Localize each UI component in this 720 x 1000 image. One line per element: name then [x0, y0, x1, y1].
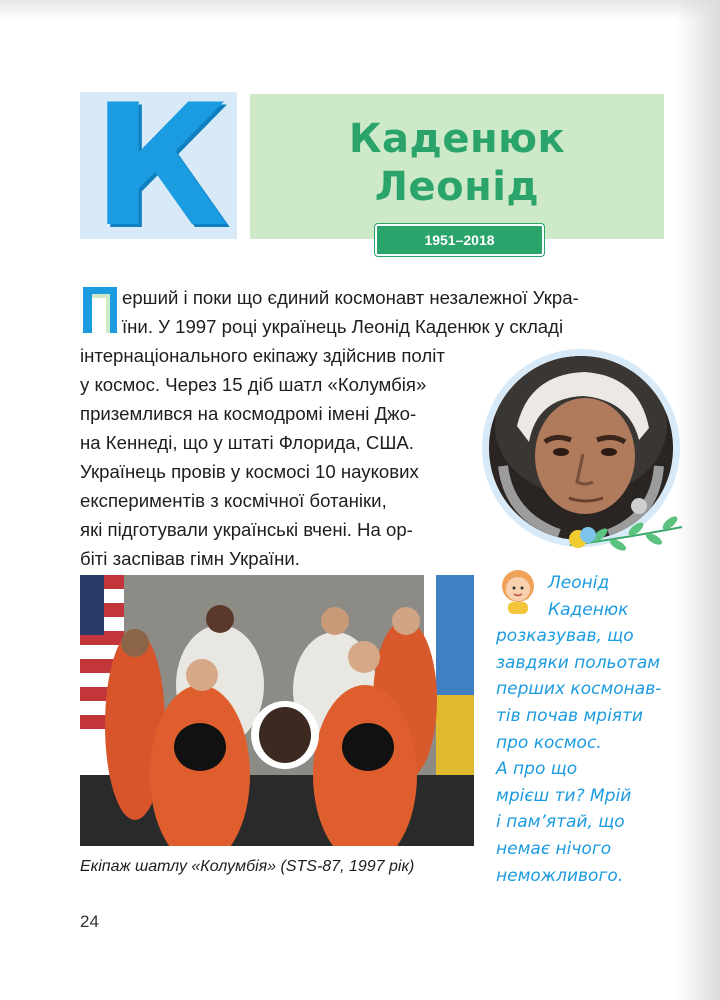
side-note-line: завдяки польотам: [496, 652, 661, 673]
flower-decoration-icon: [560, 505, 690, 555]
dropcap-letter: [80, 285, 120, 335]
paragraph-line: які підготували українські вчені. На ор-: [80, 519, 413, 540]
side-note-line: розказував, що: [496, 626, 634, 647]
alphabet-letter: К: [91, 68, 226, 264]
child-avatar-icon: [496, 568, 542, 616]
side-note-line: немає нічого: [496, 839, 612, 859]
page-number: 24: [80, 912, 99, 931]
paragraph-line: приземлився на космодромі імені Джо-: [80, 403, 417, 424]
paragraph-line: ерший і поки що єдиний космонавт незалежної Укра-: [122, 287, 579, 308]
side-note-line: Каденюк: [548, 599, 629, 620]
dropcap-text: П: [99, 325, 101, 326]
paragraph-line: Українець провів у космосі 10 наукових: [80, 461, 419, 482]
alphabet-letter-box: [80, 68, 237, 264]
side-note-line: про космос.: [496, 732, 602, 753]
side-note-line: Леонід: [548, 573, 610, 593]
paragraph-line: на Кеннеді, що у штаті Флорида, США.: [80, 432, 414, 453]
photo-caption: Екіпаж шатлу «Колумбія» (STS-87, 1997 рік): [80, 858, 415, 875]
side-note-line: перших космонав-: [496, 679, 662, 700]
title-box: [250, 94, 664, 239]
life-years-badge: 1951–2018: [375, 224, 544, 256]
paragraph-line: інтернаціонального екіпажу здійснив політ: [80, 345, 445, 366]
person-first-name: Каденюк: [348, 116, 566, 162]
side-note-line: і пам’ятай, що: [496, 812, 625, 833]
page-edge-shadow: [676, 0, 720, 1000]
side-note-line: тів почав мріяти: [496, 706, 643, 726]
paragraph-line: їни. У 1997 році українець Леонід Каденюк у складі: [122, 316, 564, 337]
top-shadow: [0, 0, 720, 20]
paragraph-line: біті заспівав гімн України.: [80, 548, 300, 569]
paragraph-line: експериментів з космічної ботаніки,: [80, 490, 387, 511]
crew-photo: [80, 575, 474, 846]
person-last-name: Леонід: [374, 164, 540, 210]
side-note-line: неможливого.: [496, 865, 624, 886]
side-note-line: мрієш ти? Мрій: [496, 785, 632, 806]
paragraph-line: у космос. Через 15 діб шатл «Колумбія»: [80, 374, 427, 395]
side-note-line: А про що: [496, 759, 578, 780]
